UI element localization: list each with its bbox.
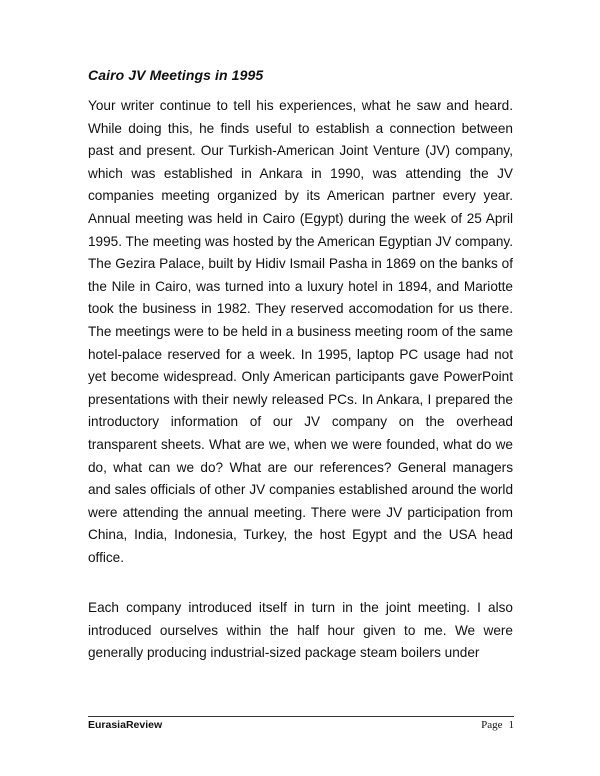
body-paragraph-2: Each company introduced itself in turn in the joint meeting. I also introduced ourselves within the half hour given to me. We were generally producing industrial-sized package steam boilers under [88,600,513,661]
section-heading: Cairo JV Meetings in 1995 [88,67,264,83]
body-paragraph-1: Your writer continue to tell his experiences, what he saw and heard. While doing this, he finds useful to establish a connection between past and present. Our Turkish-American Joint Venture (JV) company, which was established in Ankara in 1990, was attending the JV companies meeting organized by its American partner every year. Annual meeting was held in Cairo (Egypt) during the week of 25 April 1995. The meeting was hosted by the American Egyptian JV company. The Gezira Palace, built by Hidiv Ismail Pasha in 1869 on the banks of the Nile in Cairo, was turned into a luxury hotel in 1894, and Mariotte took the business in 1982. They reserved accomodation for us there. The meetings were to be held in a business meeting room of the same hotel-palace reserved for a week. In 1995, laptop PC usage had not yet become widespread. Only American participants gave PowerPoint presentations with their newly released PCs. In Ankara, I prepared the introductory information of our JV company on the overhead transparent sheets. What are we, when we were founded, what do we do, what can we do? What are our references? General managers and sales officials of other JV companies established around the world were attending the annual meeting. There were JV participation from China, India, Indonesia, Turkey, the host Egypt and the USA head office. [88,98,513,565]
footer-publication: EurasiaReview [88,719,163,731]
page-label: Page [481,719,503,731]
footer-page-indicator [481,719,514,731]
page-number: 1 [508,719,514,731]
footer-divider [88,716,514,717]
